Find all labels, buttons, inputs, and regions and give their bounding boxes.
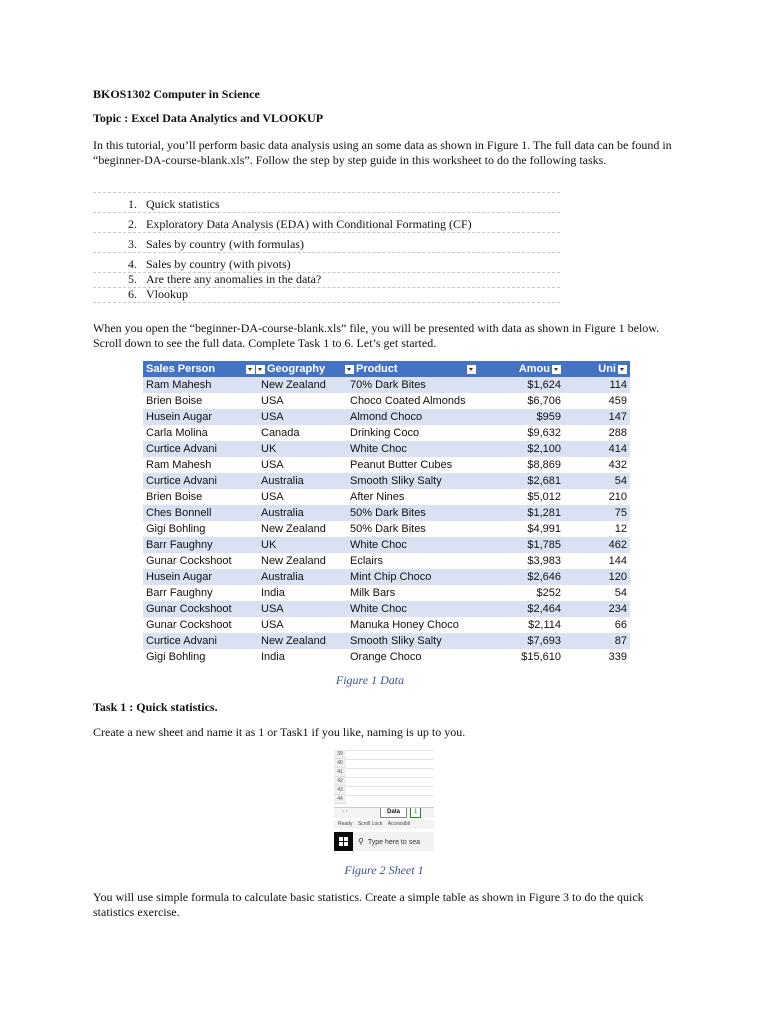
- table-cell[interactable]: 432: [564, 457, 630, 473]
- status-bar: [334, 820, 434, 829]
- table-body: [143, 377, 630, 663]
- column-header[interactable]: Product: [347, 361, 479, 377]
- table-cell[interactable]: Brien Boise: [143, 393, 258, 409]
- table-header-row: [143, 361, 630, 377]
- table-row[interactable]: [143, 409, 630, 425]
- table-cell[interactable]: 462: [564, 537, 630, 553]
- table-cell[interactable]: $2,646: [479, 569, 564, 585]
- status-ready: Ready: [338, 821, 353, 827]
- task-number: 5.: [128, 272, 137, 286]
- figure2-sheet-screenshot: [334, 750, 434, 853]
- table-cell[interactable]: India: [258, 585, 347, 601]
- task-item: [93, 192, 560, 213]
- task-text: Exploratory Data Analysis (EDA) with Conditional Formating (CF): [146, 217, 472, 231]
- task-item: [93, 288, 560, 303]
- table-cell[interactable]: After Nines: [347, 489, 479, 505]
- task-text: Vlookup: [146, 287, 188, 301]
- row-number: 40: [334, 759, 346, 768]
- table-row[interactable]: [143, 441, 630, 457]
- table-row[interactable]: [143, 601, 630, 617]
- table-cell[interactable]: Australia: [258, 505, 347, 521]
- table-cell[interactable]: UK: [258, 441, 347, 457]
- table-cell[interactable]: USA: [258, 393, 347, 409]
- table-cell[interactable]: Barr Faughny: [143, 537, 258, 553]
- task-number: 6.: [128, 287, 137, 301]
- search-placeholder: Type here to sea: [367, 839, 421, 846]
- table-cell[interactable]: USA: [258, 457, 347, 473]
- table-cell[interactable]: New Zealand: [258, 553, 347, 569]
- task-number: 1.: [128, 197, 137, 211]
- table-cell[interactable]: Ram Mahesh: [143, 457, 258, 473]
- table-cell[interactable]: USA: [258, 601, 347, 617]
- status-accessibility: Accessibil: [387, 821, 410, 827]
- taskbar-search-box[interactable]: [353, 832, 434, 851]
- table-cell[interactable]: Curtice Advani: [143, 473, 258, 489]
- table-cell[interactable]: $1,281: [479, 505, 564, 521]
- table-row[interactable]: [143, 617, 630, 633]
- table-row[interactable]: [143, 585, 630, 601]
- table-cell[interactable]: Peanut Butter Cubes: [347, 457, 479, 473]
- table-cell[interactable]: White Choc: [347, 441, 479, 457]
- table-cell[interactable]: Australia: [258, 473, 347, 489]
- table-row[interactable]: [143, 377, 630, 393]
- table-cell[interactable]: $2,681: [479, 473, 564, 489]
- table-cell[interactable]: Gigi Bohling: [143, 521, 258, 537]
- table-cell[interactable]: $1,785: [479, 537, 564, 553]
- filter-dropdown-icon[interactable]: [552, 365, 561, 374]
- task-text: Sales by country (with formulas): [146, 237, 304, 251]
- table-cell[interactable]: $252: [479, 585, 564, 601]
- column-header[interactable]: Uni: [564, 361, 630, 377]
- table-cell[interactable]: $5,012: [479, 489, 564, 505]
- task-item: [93, 233, 560, 253]
- table-cell[interactable]: New Zealand: [258, 521, 347, 537]
- table-cell[interactable]: 66: [564, 617, 630, 633]
- table-cell[interactable]: Almond Choco: [347, 409, 479, 425]
- table-cell[interactable]: $15,610: [479, 649, 564, 663]
- table-cell[interactable]: Curtice Advani: [143, 441, 258, 457]
- table-cell[interactable]: 414: [564, 441, 630, 457]
- sheet-tab-data[interactable]: Data: [380, 808, 407, 818]
- table-cell[interactable]: 459: [564, 393, 630, 409]
- table-cell[interactable]: $9,632: [479, 425, 564, 441]
- table-cell[interactable]: 54: [564, 473, 630, 489]
- table-cell[interactable]: Eclairs: [347, 553, 479, 569]
- row-number-column: [334, 750, 346, 804]
- column-header[interactable]: Sales Person: [143, 361, 258, 377]
- table-cell[interactable]: Mint Chip Choco: [347, 569, 479, 585]
- row-number: 43: [334, 786, 346, 795]
- windows-logo-icon: [339, 837, 348, 846]
- table-cell[interactable]: USA: [258, 617, 347, 633]
- table-cell[interactable]: UK: [258, 537, 347, 553]
- table-row[interactable]: [143, 457, 630, 473]
- sheet-tab-bar: [334, 807, 434, 818]
- table-cell[interactable]: 12: [564, 521, 630, 537]
- table-cell[interactable]: India: [258, 649, 347, 663]
- table-row[interactable]: [143, 473, 630, 489]
- table-cell[interactable]: Husein Augar: [143, 569, 258, 585]
- table-cell[interactable]: 70% Dark Bites: [347, 377, 479, 393]
- table-cell[interactable]: Husein Augar: [143, 409, 258, 425]
- table-cell[interactable]: Gunar Cockshoot: [143, 617, 258, 633]
- table-row[interactable]: [143, 569, 630, 585]
- table-cell[interactable]: $2,100: [479, 441, 564, 457]
- table-cell[interactable]: White Choc: [347, 601, 479, 617]
- table-cell[interactable]: Orange Choco: [347, 649, 479, 663]
- table-cell[interactable]: Drinking Coco: [347, 425, 479, 441]
- table-cell[interactable]: 50% Dark Bites: [347, 505, 479, 521]
- table-row[interactable]: [143, 505, 630, 521]
- figure1-data-table: [143, 361, 630, 663]
- table-cell[interactable]: 54: [564, 585, 630, 601]
- table-cell[interactable]: $1,624: [479, 377, 564, 393]
- figure2-caption: Figure 2 Sheet 1: [344, 863, 424, 877]
- table-row[interactable]: [143, 489, 630, 505]
- task-item: [93, 253, 560, 273]
- table-cell[interactable]: Gigi Bohling: [143, 649, 258, 663]
- table-row[interactable]: [143, 649, 630, 663]
- table-cell[interactable]: $2,464: [479, 601, 564, 617]
- search-icon: ⚲: [358, 837, 364, 846]
- task1-instruction: Create a new sheet and name it as 1 or Task1 if you like, naming is up to you.: [93, 725, 466, 739]
- table-cell[interactable]: New Zealand: [258, 633, 347, 649]
- table-cell[interactable]: 147: [564, 409, 630, 425]
- task-text: Are there any anomalies in the data?: [146, 272, 322, 286]
- table-cell[interactable]: Canada: [258, 425, 347, 441]
- table-cell[interactable]: New Zealand: [258, 377, 347, 393]
- table-cell[interactable]: $6,706: [479, 393, 564, 409]
- table-cell[interactable]: 339: [564, 649, 630, 663]
- table-cell[interactable]: 144: [564, 553, 630, 569]
- table-cell[interactable]: $7,693: [479, 633, 564, 649]
- task-number: 3.: [128, 237, 137, 251]
- task-number: 4.: [128, 257, 137, 271]
- filter-dropdown-icon[interactable]: [467, 365, 476, 374]
- table-cell[interactable]: Manuka Honey Choco: [347, 617, 479, 633]
- table-cell[interactable]: $8,869: [479, 457, 564, 473]
- figure1-caption: Figure 1 Data: [335, 673, 405, 687]
- closing-paragraph: You will use simple formula to calculate basic statistics. Create a simple table as shown in Figure 3 to do the quick statistics exercise.: [93, 890, 644, 919]
- table-cell[interactable]: Australia: [258, 569, 347, 585]
- row-number: 41: [334, 768, 346, 777]
- start-button[interactable]: [334, 832, 353, 851]
- table-cell[interactable]: USA: [258, 409, 347, 425]
- table-cell[interactable]: Gunar Cockshoot: [143, 601, 258, 617]
- table-cell[interactable]: 114: [564, 377, 630, 393]
- task1-heading: Task 1 : Quick statistics.: [93, 700, 218, 714]
- table-cell[interactable]: 75: [564, 505, 630, 521]
- table-cell[interactable]: 50% Dark Bites: [347, 521, 479, 537]
- windows-taskbar: [334, 832, 434, 851]
- table-cell[interactable]: Ram Mahesh: [143, 377, 258, 393]
- table-cell[interactable]: $3,983: [479, 553, 564, 569]
- table-cell[interactable]: Smooth Sliky Salty: [347, 473, 479, 489]
- open-file-paragraph: When you open the “beginner-DA-course-blank.xls” file, you will be presented with data as shown in Figure 1 below. Scroll down to see the full data. Complete Task 1 to 6. Let’s get started.: [93, 321, 660, 350]
- task-list: [93, 192, 560, 303]
- table-cell[interactable]: 234: [564, 601, 630, 617]
- intro-paragraph: In this tutorial, you’ll perform basic data analysis using an some data as shown in Figure 1. The full data can be found in “beginner-DA-course-blank.xls”. Follow the step by step guide in this worksheet to do the following tasks.: [93, 138, 672, 167]
- task-number: 2.: [128, 217, 137, 231]
- table-cell[interactable]: Brien Boise: [143, 489, 258, 505]
- table-cell[interactable]: USA: [258, 489, 347, 505]
- task-item: [93, 273, 560, 288]
- column-header[interactable]: Geography: [258, 361, 347, 377]
- table-cell[interactable]: Curtice Advani: [143, 633, 258, 649]
- table-row[interactable]: [143, 553, 630, 569]
- table-cell[interactable]: 210: [564, 489, 630, 505]
- table-cell[interactable]: Milk Bars: [347, 585, 479, 601]
- filter-dropdown-icon[interactable]: [345, 365, 354, 374]
- status-scroll-lock: Scroll Lock: [357, 821, 383, 827]
- table-cell[interactable]: Choco Coated Almonds: [347, 393, 479, 409]
- table-row[interactable]: [143, 425, 630, 441]
- filter-dropdown-icon[interactable]: [246, 365, 255, 374]
- table-cell[interactable]: 288: [564, 425, 630, 441]
- table-cell[interactable]: Barr Faughny: [143, 585, 258, 601]
- table-cell[interactable]: 87: [564, 633, 630, 649]
- table-cell[interactable]: $2,114: [479, 617, 564, 633]
- table-cell[interactable]: $4,991: [479, 521, 564, 537]
- table-cell[interactable]: Gunar Cockshoot: [143, 553, 258, 569]
- tab-scroll-arrows-icon[interactable]: ‹ ›: [342, 809, 348, 815]
- sheet-grid: [346, 750, 434, 804]
- topic-title: Topic : Excel Data Analytics and VLOOKUP: [93, 111, 324, 125]
- table-row[interactable]: [143, 393, 630, 409]
- row-number: 39: [334, 750, 346, 759]
- column-header[interactable]: Amou: [479, 361, 564, 377]
- filter-dropdown-icon[interactable]: [256, 365, 265, 374]
- row-number: 42: [334, 777, 346, 786]
- row-number: 44: [334, 795, 346, 804]
- table-row[interactable]: [143, 537, 630, 553]
- table-row[interactable]: [143, 521, 630, 537]
- table-cell[interactable]: 120: [564, 569, 630, 585]
- course-title: BKOS1302 Computer in Science: [93, 87, 260, 101]
- filter-dropdown-icon[interactable]: [618, 365, 627, 374]
- table-row[interactable]: [143, 633, 630, 649]
- task-text: Quick statistics: [146, 197, 220, 211]
- table-cell[interactable]: White Choc: [347, 537, 479, 553]
- table-cell[interactable]: Carla Molina: [143, 425, 258, 441]
- task-text: Sales by country (with pivots): [146, 257, 291, 271]
- task-item: [93, 213, 560, 233]
- table-cell[interactable]: $959: [479, 409, 564, 425]
- table-cell[interactable]: Smooth Sliky Salty: [347, 633, 479, 649]
- sheet-tab-new[interactable]: 1: [410, 808, 421, 818]
- table-cell[interactable]: Ches Bonnell: [143, 505, 258, 521]
